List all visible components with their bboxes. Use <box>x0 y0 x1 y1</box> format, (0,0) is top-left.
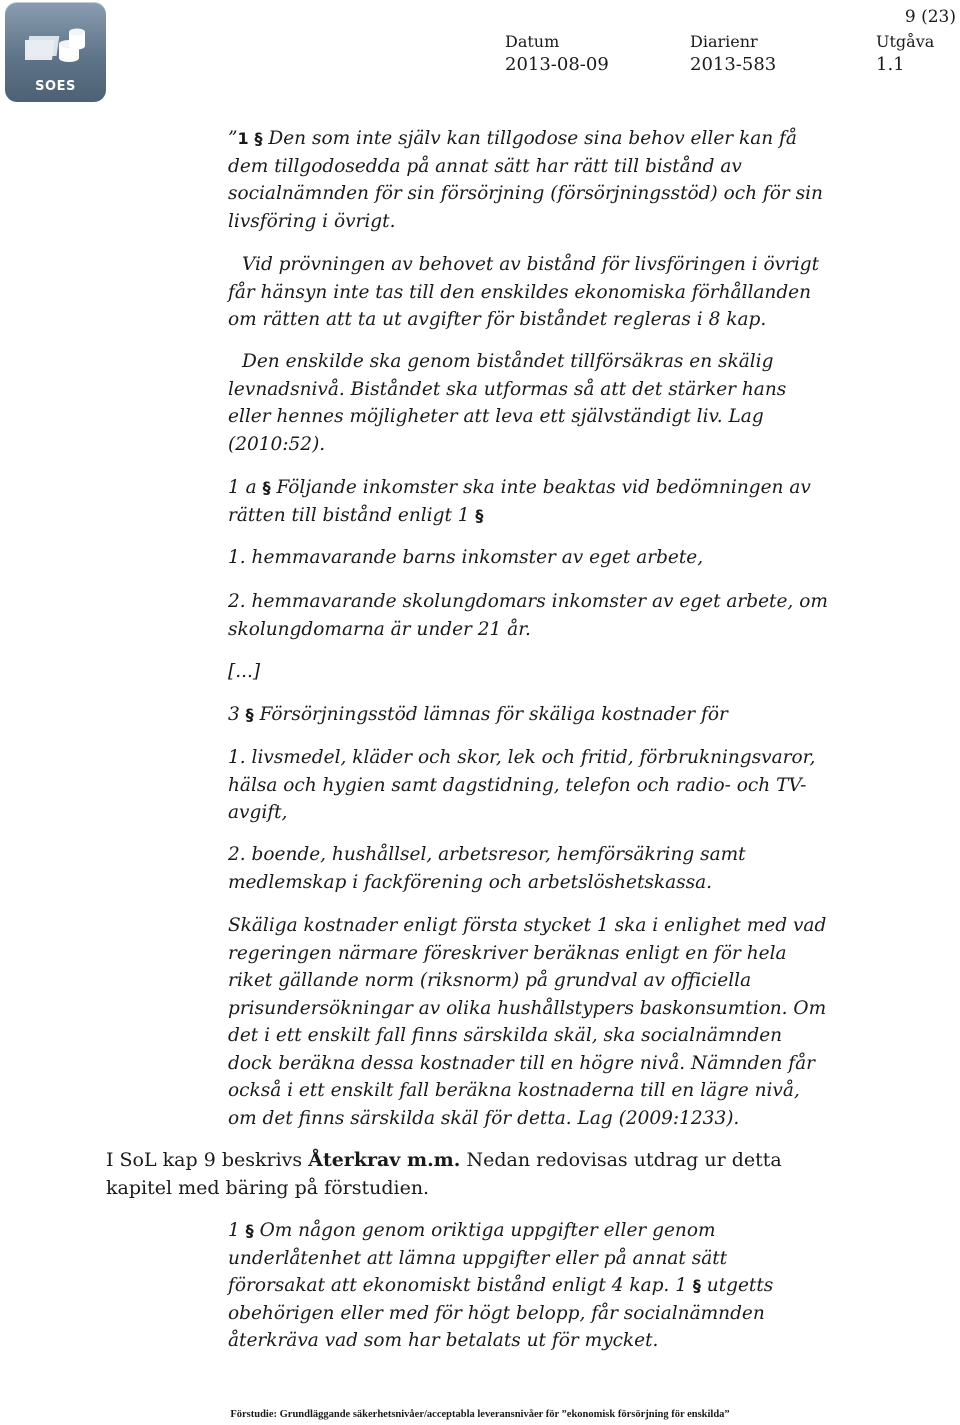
soes-logo <box>5 2 106 102</box>
quote-text: Den som inte själv kan tillgodose sina behov eller kan få dem tillgodosedda på annat sätt har rätt till bistånd av socialnämnden för sin försörjning (försörjningsstöd) och för sin livsföring i övrigt. <box>228 128 823 232</box>
quote-text: Följande inkomster ska inte beaktas vid bedömningen av rätten till bistånd enligt 1 <box>228 477 811 526</box>
section-number: 1 <box>675 1275 687 1296</box>
quote-paragraph-2: Vid prövningen av behovet av bistånd för livsföringen i övrigt får hänsyn inte tas till den enskildes ekonomiska förhållanden om rätten att ta ut avgifter för biståndet regleras i 8 kap. <box>228 254 820 330</box>
ellipsis: [...] <box>228 661 261 682</box>
section-sign-icon: § <box>245 1221 254 1240</box>
utgava-label: Utgåva <box>876 32 935 51</box>
page-footer: Förstudie: Grundläggande säkerhetsnivåer/acceptabla leveransnivåer för ”ekonomisk försörjning för enskilda” <box>230 1409 730 1420</box>
section-number: 1 <box>237 129 249 148</box>
date-value: 2013-08-09 <box>505 54 609 75</box>
section-number: 1 <box>228 1220 240 1241</box>
chapter-title: Återkrav m.m. <box>308 1149 461 1171</box>
meta-date <box>505 32 609 76</box>
list-item: 2. hemmavarande skolungdomars inkomster av eget arbete, om skolungdomarna är under 21 år. <box>228 591 828 640</box>
intro-text: I SoL kap 9 beskrivs <box>106 1149 303 1171</box>
quote-paragraph-6: Skäliga kostnader enligt första stycket 1 ska i enlighet med vad regeringen närmare föreskriver beräknas enligt en för hela riket gällande norm (riksnorm) på grundval av officiella prisundersökningar av olika hushållstypers baskonsumtion. Om det i ett enskilt fall finns särskilda skäl, ska socialnämnden dock beräkna dessa kostnader till en högre nivå. Nämnden får också i ett enskilt fall beräkna kostnaderna till en lägre nivå, om det finns särskilda skäl för detta. Lag (2009:1233). <box>228 915 827 1129</box>
utgava-value: 1.1 <box>876 54 905 75</box>
quote-text: Försörjningsstöd lämnas för skäliga kostnader för <box>259 704 728 725</box>
list-item: 2. boende, hushållsel, arbetsresor, hemförsäkring samt medlemskap i fackförening och arbetslöshetskassa. <box>228 844 746 893</box>
quote-block-sol-4 <box>228 125 828 235</box>
list-item: 1. livsmedel, kläder och skor, lek och fritid, förbrukningsvaror, hälsa och hygien samt dagstidning, telefon och radio- och TV-avgift, <box>228 747 816 823</box>
section-sign-icon: § <box>254 129 263 148</box>
page-number: 9 (23) <box>904 7 956 27</box>
quote-block-sol-9 <box>228 1217 828 1355</box>
diarienr-value: 2013-583 <box>690 54 777 75</box>
section-number: 1 a <box>228 477 257 498</box>
section-sign-icon: § <box>262 478 271 497</box>
section-sign-icon: § <box>475 505 484 525</box>
logo-text: SOES <box>35 79 76 94</box>
quote-text: utgetts obehörigen eller med för högt belopp, får socialnämnden återkräva vad som har betalats ut för mycket. <box>228 1275 774 1351</box>
intro-text-rest: Nedan redovisas utdrag ur detta kapitel med bäring på förstudien. <box>106 1149 782 1199</box>
list-item: 1. hemmavarande barns inkomster av eget arbete, <box>228 547 704 568</box>
quote-paragraph-1: ”1 § Den som inte själv kan tillgodose sina behov eller kan få dem tillgodosedda på annat sätt har rätt till bistånd av socialnämnden för sin försörjning (försörjningsstöd) och för sin livsföring i övrigt. <box>228 128 823 232</box>
quote-paragraph-3: Den enskilde ska genom biståndet tillförsäkras en skälig levnadsnivå. Biståndet ska utformas så att det stärker hans eller hennes möjligheter att leva ett självständigt liv. Lag (2010:52). <box>228 351 787 455</box>
coins-stack-icon <box>25 24 87 68</box>
quote-text: Om någon genom oriktiga uppgifter eller genom underlåtenhet att lämna uppgifter eller på annat sätt förorsakat att ekonomiskt bistånd enligt 4 kap. <box>228 1220 728 1296</box>
quote-paragraph-4 <box>228 474 828 529</box>
meta-utgava <box>876 32 934 76</box>
section-sign-icon: § <box>245 705 254 724</box>
section-sign-icon: § <box>692 1276 701 1295</box>
body-paragraph <box>106 1146 806 1202</box>
date-label: Datum <box>505 32 560 51</box>
diarienr-label: Diarienr <box>690 32 758 51</box>
quote-paragraph-5 <box>228 701 828 729</box>
meta-diarienr <box>690 32 776 76</box>
section-number: 3 <box>228 704 240 725</box>
